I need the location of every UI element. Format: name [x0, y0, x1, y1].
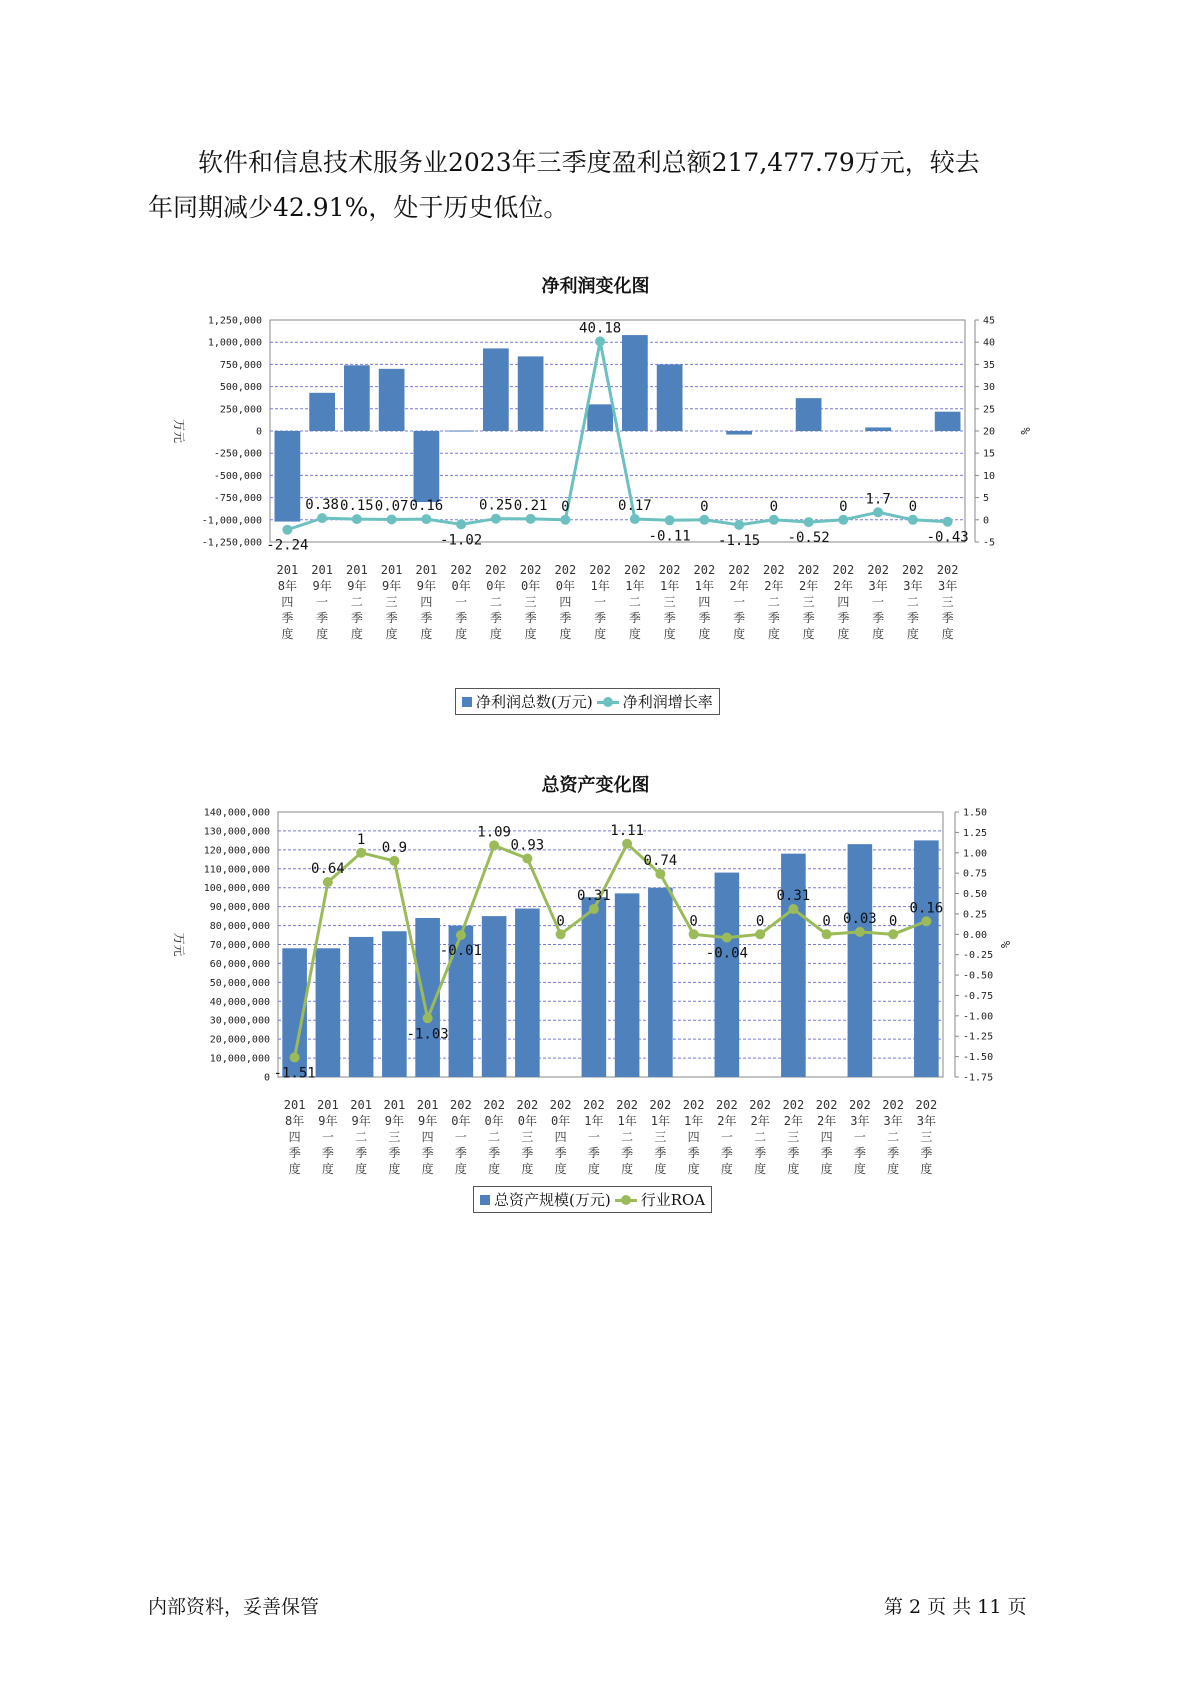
chart1-title: 净利润变化图: [541, 276, 650, 297]
x-tick-label: 202 0年一季度: [450, 563, 472, 641]
y-tick-label: 60,000,000: [209, 958, 270, 970]
x-tick-label: 201 9年三季度: [383, 1098, 406, 1176]
line-point-10: [630, 514, 640, 524]
y-tick-label: 20,000,000: [209, 1034, 270, 1046]
bar-7: [515, 909, 540, 1077]
x-tick-label: 202 1年二季度: [616, 1098, 638, 1176]
legend-bar-swatch: [480, 1195, 490, 1205]
bar-10: [615, 893, 640, 1077]
y-tick-label: 1,000,000: [207, 337, 262, 349]
summary-line-2: 年同期减少42.91%，处于历史低位。: [148, 193, 569, 222]
bar-3: [382, 931, 407, 1077]
y-tick-label: 0: [255, 426, 262, 438]
x-tick-label: 202 3年二季度: [902, 563, 924, 641]
line-point-15: [804, 517, 814, 527]
data-label-18: 0: [888, 913, 898, 930]
legend-bar-swatch: [462, 697, 472, 707]
data-label-5: -0.01: [439, 943, 482, 960]
y2-tick-label: 0.50: [963, 889, 988, 901]
chart1-legend: [455, 688, 720, 715]
data-label-16: 0: [822, 913, 831, 930]
line-point-8: [556, 929, 566, 939]
y-tick-label: 100,000,000: [203, 883, 270, 895]
y2-tick-label: 1.25: [963, 827, 988, 839]
y2-tick-label: -0.75: [963, 990, 994, 1002]
line-point-1: [317, 513, 327, 523]
x-tick-label: 202 3年二季度: [882, 1098, 904, 1176]
data-label-17: 1.7: [865, 491, 891, 508]
data-label-14: 0: [769, 498, 779, 515]
x-tick-label: 201 9年一季度: [311, 563, 333, 641]
bar-19: [914, 840, 939, 1077]
y-tick-label: -500,000: [213, 470, 262, 482]
x-tick-label: 202 1年四季度: [682, 1098, 705, 1176]
line-point-7: [522, 853, 532, 863]
y-tick-label: 90,000,000: [209, 902, 270, 914]
x-tick-label: 201 9年三季度: [380, 563, 403, 641]
line-point-11: [655, 869, 665, 879]
line-point-12: [699, 515, 709, 525]
line-point-13: [722, 933, 732, 943]
y-tick-label: 750,000: [219, 359, 262, 371]
y-tick-label: 250,000: [219, 404, 262, 416]
bar-1: [316, 948, 341, 1077]
data-label-7: 0.21: [513, 497, 548, 514]
legend-growth-rate: 净利润增长率: [622, 693, 713, 711]
line-point-8: [560, 515, 570, 525]
y-tick-label: 40,000,000: [209, 996, 270, 1008]
data-label-3: 0.07: [374, 498, 409, 515]
y2-tick-label: 10: [983, 470, 996, 482]
bar-7: [518, 356, 544, 431]
footer-left: 内部资料，妥善保管: [148, 1596, 320, 1618]
y2-tick-label: 1.00: [963, 848, 988, 860]
line-point-6: [489, 840, 499, 850]
y-tick-label: 10,000,000: [209, 1053, 270, 1065]
bar-6: [483, 348, 509, 431]
data-label-8: 0: [556, 913, 565, 930]
bar-11: [648, 888, 673, 1077]
x-tick-label: 202 0年三季度: [516, 1098, 539, 1176]
y2-tick-label: 5: [983, 493, 990, 505]
data-label-9: 0.31: [577, 888, 611, 905]
x-tick-label: 202 0年二季度: [483, 1098, 505, 1176]
bar-13: [715, 873, 740, 1077]
y2-tick-label: 35: [983, 359, 996, 371]
y2-axis-title: %: [998, 940, 1012, 949]
data-label-6: 1.09: [477, 824, 511, 841]
x-tick-label: 202 2年一季度: [716, 1098, 738, 1176]
x-tick-label: 202 2年三季度: [797, 563, 820, 641]
data-label-2: 0.15: [340, 498, 374, 515]
bar-15: [796, 398, 822, 431]
bar-19: [935, 412, 961, 431]
line-point-5: [456, 930, 466, 940]
data-label-19: -0.43: [926, 529, 969, 546]
line-point-10: [622, 839, 632, 849]
data-label-8: 0: [561, 498, 570, 515]
bar-2: [349, 937, 374, 1077]
bar-3: [379, 369, 405, 431]
x-tick-label: 202 3年一季度: [867, 563, 889, 641]
x-tick-label: 201 9年二季度: [350, 1098, 372, 1176]
data-label-14: 0: [755, 913, 765, 930]
line-point-16: [838, 515, 848, 525]
line-point-19: [943, 517, 953, 527]
y-tick-label: 80,000,000: [209, 921, 270, 933]
legend-net-profit: 净利润总数(万元): [476, 693, 593, 711]
y-axis-title: 万元: [172, 418, 186, 444]
line-point-12: [689, 929, 699, 939]
line-point-17: [855, 927, 865, 937]
line-point-3: [389, 856, 399, 866]
data-label-19: 0.16: [909, 900, 944, 917]
data-label-13: -0.04: [705, 945, 748, 962]
legend-roa: 行业ROA: [640, 1191, 706, 1209]
line-point-4: [421, 514, 431, 524]
y-tick-label: 1,250,000: [207, 315, 262, 327]
x-tick-label: 202 1年三季度: [649, 1098, 672, 1176]
data-label-15: -0.52: [787, 530, 830, 547]
y2-tick-label: 0.25: [963, 909, 988, 921]
y2-tick-label: -1.25: [963, 1031, 994, 1043]
legend-line-swatch: [597, 697, 619, 707]
summary-paragraph: [148, 140, 1048, 230]
data-label-0: -1.51: [273, 1065, 316, 1082]
line-point-3: [387, 514, 397, 524]
data-label-10: 1.11: [610, 822, 644, 839]
x-tick-label: 202 2年三季度: [782, 1098, 805, 1176]
net-profit-chart: [0, 300, 1191, 690]
y-tick-label: 120,000,000: [203, 845, 270, 857]
data-label-11: 0.74: [643, 852, 678, 869]
x-tick-label: 202 2年二季度: [763, 563, 785, 641]
x-tick-label: 202 1年一季度: [589, 563, 611, 641]
bar-5: [448, 431, 474, 432]
x-tick-label: 202 0年三季度: [519, 563, 542, 641]
data-label-3: 0.9: [381, 839, 408, 856]
summary-line-1: 软件和信息技术服务业2023年三季度盈利总额217,477.79万元，较去: [198, 148, 980, 177]
x-tick-label: 201 9年四季度: [416, 1098, 439, 1176]
data-label-12: 0: [700, 498, 709, 515]
line-point-16: [822, 929, 832, 939]
x-tick-label: 202 1年四季度: [693, 563, 716, 641]
y-tick-label: 70,000,000: [209, 940, 270, 951]
bar-13: [726, 431, 752, 435]
data-label-17: 0.03: [843, 910, 877, 927]
line-point-2: [352, 514, 362, 524]
data-label-6: 0.25: [479, 497, 513, 514]
line-point-14: [755, 929, 765, 939]
line-point-19: [921, 916, 931, 926]
bar-9: [582, 897, 607, 1077]
y2-tick-label: -1.00: [963, 1011, 994, 1023]
line-point-1: [323, 877, 333, 887]
y2-tick-label: 20: [983, 426, 996, 438]
x-tick-label: 202 0年二季度: [485, 563, 507, 641]
line-point-0: [282, 525, 292, 535]
y-tick-label: -1,000,000: [201, 515, 262, 527]
line-point-0: [290, 1052, 300, 1062]
x-tick-label: 202 3年三季度: [915, 1098, 938, 1176]
line-point-11: [665, 515, 675, 525]
line-point-9: [589, 904, 599, 914]
line-point-4: [423, 1013, 433, 1023]
data-label-18: 0: [908, 498, 918, 515]
y-tick-label: 130,000,000: [203, 826, 270, 838]
legend-total-assets: 总资产规模(万元): [494, 1191, 611, 1209]
y2-tick-label: -1.75: [963, 1072, 994, 1084]
bar-2: [344, 365, 370, 431]
line-point-14: [769, 515, 779, 525]
chart2-title: 总资产变化图: [541, 775, 650, 796]
footer-page: 第 2 页 共 11 页: [884, 1596, 1027, 1618]
x-tick-label: 202 1年一季度: [583, 1098, 605, 1176]
y2-axis-title: %: [1018, 427, 1032, 435]
data-label-7: 0.93: [510, 837, 545, 854]
x-tick-label: 202 0年一季度: [450, 1098, 472, 1176]
line-point-6: [491, 514, 501, 524]
data-label-15: 0.31: [776, 888, 811, 905]
x-tick-label: 202 2年四季度: [832, 563, 855, 641]
line-point-5: [456, 519, 466, 529]
x-tick-label: 201 9年二季度: [346, 563, 368, 641]
y2-tick-label: -5: [983, 537, 996, 549]
line-point-17: [873, 507, 883, 517]
line-point-9: [595, 336, 605, 346]
y2-tick-label: 0: [983, 515, 990, 527]
data-label-5: -1.02: [440, 532, 483, 549]
data-label-16: 0: [839, 498, 848, 515]
x-tick-label: 202 1年三季度: [658, 563, 681, 641]
line-point-18: [908, 515, 918, 525]
y-tick-label: -750,000: [213, 493, 262, 505]
y-tick-label: 30,000,000: [209, 1015, 270, 1027]
y2-tick-label: 25: [983, 404, 996, 416]
x-tick-label: 202 2年一季度: [728, 563, 750, 641]
y-tick-label: 50,000,000: [209, 977, 270, 989]
bar-17: [848, 844, 873, 1077]
y-tick-label: -250,000: [213, 448, 262, 460]
data-label-11: -0.11: [648, 528, 691, 545]
x-tick-label: 202 3年一季度: [849, 1098, 871, 1176]
data-label-1: 0.64: [311, 861, 345, 878]
data-label-9: 40.18: [579, 320, 622, 337]
bar-4: [414, 431, 440, 502]
line-point-15: [788, 904, 798, 914]
legend-line-swatch: [615, 1195, 637, 1205]
y-tick-label: 140,000,000: [203, 807, 270, 819]
x-tick-label: 202 2年二季度: [749, 1098, 771, 1176]
x-tick-label: 201 8年四季度: [283, 1098, 306, 1176]
bar-11: [657, 364, 683, 431]
x-tick-label: 201 9年四季度: [415, 563, 438, 641]
y-axis-title: 万元: [172, 932, 186, 957]
y2-tick-label: 30: [983, 382, 996, 394]
total-assets-chart: [0, 800, 1191, 1190]
bar-9: [587, 404, 613, 431]
data-label-10: 0.17: [618, 498, 652, 515]
x-tick-label: 202 3年三季度: [936, 563, 959, 641]
bar-6: [482, 916, 507, 1077]
line-point-13: [734, 520, 744, 530]
y2-tick-label: -0.25: [963, 950, 994, 962]
y-tick-label: 500,000: [219, 382, 262, 394]
line-point-2: [356, 848, 366, 858]
x-tick-label: 202 2年四季度: [815, 1098, 838, 1176]
line-point-7: [526, 514, 536, 524]
bar-17: [865, 427, 891, 431]
y2-tick-label: 0.75: [963, 868, 988, 880]
data-label-0: -2.24: [266, 537, 309, 554]
x-tick-label: 201 8年四季度: [276, 563, 299, 641]
x-tick-label: 201 9年一季度: [317, 1098, 339, 1176]
data-label-13: -1.15: [718, 532, 761, 549]
y2-tick-label: 40: [983, 337, 996, 349]
y2-tick-label: 0.00: [963, 929, 988, 941]
bar-1: [309, 393, 335, 431]
bar-0: [275, 431, 301, 522]
data-label-4: 0.16: [409, 498, 444, 515]
y2-tick-label: -0.50: [963, 970, 994, 982]
x-tick-label: 202 1年二季度: [624, 563, 646, 641]
x-tick-label: 202 0年四季度: [554, 563, 577, 641]
chart2-legend: [473, 1186, 712, 1213]
line-point-18: [888, 929, 898, 939]
data-label-12: 0: [689, 913, 698, 930]
y-tick-label: 110,000,000: [203, 864, 270, 876]
y-tick-label: 0: [263, 1072, 270, 1084]
y2-tick-label: 1.50: [963, 807, 988, 819]
y2-tick-label: 15: [983, 448, 996, 460]
y2-tick-label: 45: [983, 315, 996, 327]
y2-tick-label: -1.50: [963, 1052, 994, 1064]
data-label-2: 1: [356, 831, 366, 848]
data-label-1: 0.38: [305, 497, 339, 514]
data-label-4: -1.03: [406, 1026, 449, 1043]
y-tick-label: -1,250,000: [201, 537, 262, 549]
x-tick-label: 202 0年四季度: [549, 1098, 572, 1176]
bar-10: [622, 335, 648, 431]
